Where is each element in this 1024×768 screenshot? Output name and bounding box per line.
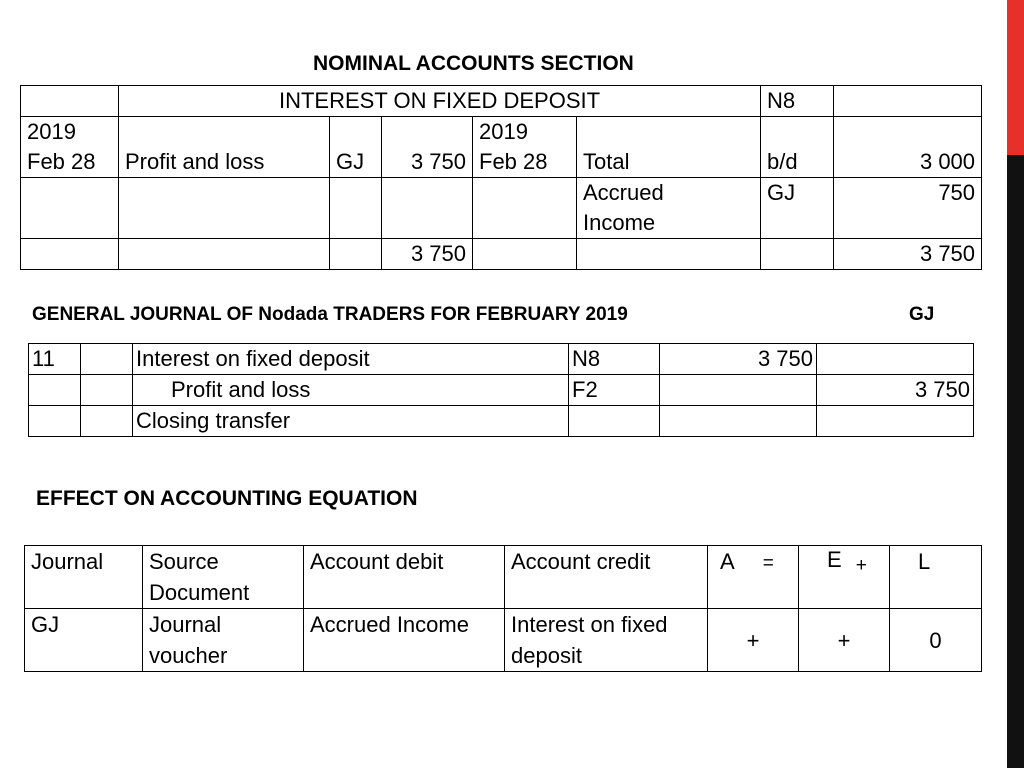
journal-row	[29, 344, 974, 375]
header-account-credit: Account credit	[505, 546, 708, 609]
journal-code: GJ	[909, 304, 935, 325]
row-liabilities-effect: 0	[890, 609, 982, 672]
accent-bar-red	[1007, 0, 1024, 155]
journal-folio: F2	[569, 375, 660, 406]
row-equity-effect: +	[799, 609, 890, 672]
row-journal: GJ	[25, 609, 143, 672]
ledger-credit-total: 3 750	[834, 239, 982, 270]
ledger-credit-details: Total	[577, 117, 761, 178]
ledger-debit-total: 3 750	[382, 239, 473, 270]
journal-debit	[660, 375, 817, 406]
equation-header-row	[25, 546, 982, 609]
journal-title: GENERAL JOURNAL OF Nodada TRADERS FOR FEBRUARY 2019	[32, 304, 628, 325]
ledger-header-row	[21, 86, 982, 117]
journal-credit	[817, 344, 974, 375]
ledger-credit-folio-2: GJ	[761, 178, 834, 239]
journal-row	[29, 375, 974, 406]
ledger-debit-details: Profit and loss	[119, 117, 330, 178]
general-journal-table	[28, 343, 974, 437]
ledger-credit-amount: 3 000	[834, 117, 982, 178]
ledger-credit-details-2: Accrued Income	[577, 178, 761, 239]
journal-debit: 3 750	[660, 344, 817, 375]
header-journal: Journal	[25, 546, 143, 609]
row-account-credit: Interest on fixed deposit	[505, 609, 708, 672]
ledger-account-name: INTEREST ON FIXED DEPOSIT	[119, 86, 761, 117]
accounting-equation-table	[24, 545, 982, 672]
row-assets-effect: +	[708, 609, 799, 672]
header-liabilities: L	[890, 546, 982, 609]
row-source-document: Journal voucher	[143, 609, 304, 672]
journal-details: Interest on fixed deposit	[133, 344, 569, 375]
row-account-debit: Accrued Income	[304, 609, 505, 672]
nominal-section-title: NOMINAL ACCOUNTS SECTION	[313, 52, 634, 75]
ledger-debit-folio: GJ	[330, 117, 382, 178]
ledger-debit-date-cell: 2019 Feb 28	[21, 117, 119, 178]
header-source-document: Source Document	[143, 546, 304, 609]
ledger-credit-folio: b/d	[761, 117, 834, 178]
ledger-row-2	[21, 178, 982, 239]
journal-credit: 3 750	[817, 375, 974, 406]
ledger-total-row	[21, 239, 982, 270]
journal-day: 11	[29, 344, 81, 375]
header-account-debit: Account debit	[304, 546, 505, 609]
journal-row	[29, 406, 974, 437]
journal-folio: N8	[569, 344, 660, 375]
ledger-credit-date-cell: 2019 Feb 28	[473, 117, 577, 178]
ledger-account-table	[20, 85, 982, 270]
header-assets: A =	[708, 546, 799, 609]
ledger-folio: N8	[761, 86, 834, 117]
header-equity: E +	[799, 546, 890, 609]
ledger-row-1	[21, 117, 982, 178]
accent-bar-dark	[1007, 155, 1024, 768]
ledger-credit-amount-2: 750	[834, 178, 982, 239]
journal-narration: Closing transfer	[133, 406, 569, 437]
journal-details: Profit and loss	[133, 375, 569, 406]
ledger-debit-amount: 3 750	[382, 117, 473, 178]
equation-data-row	[25, 609, 982, 672]
equation-title: EFFECT ON ACCOUNTING EQUATION	[36, 487, 418, 510]
